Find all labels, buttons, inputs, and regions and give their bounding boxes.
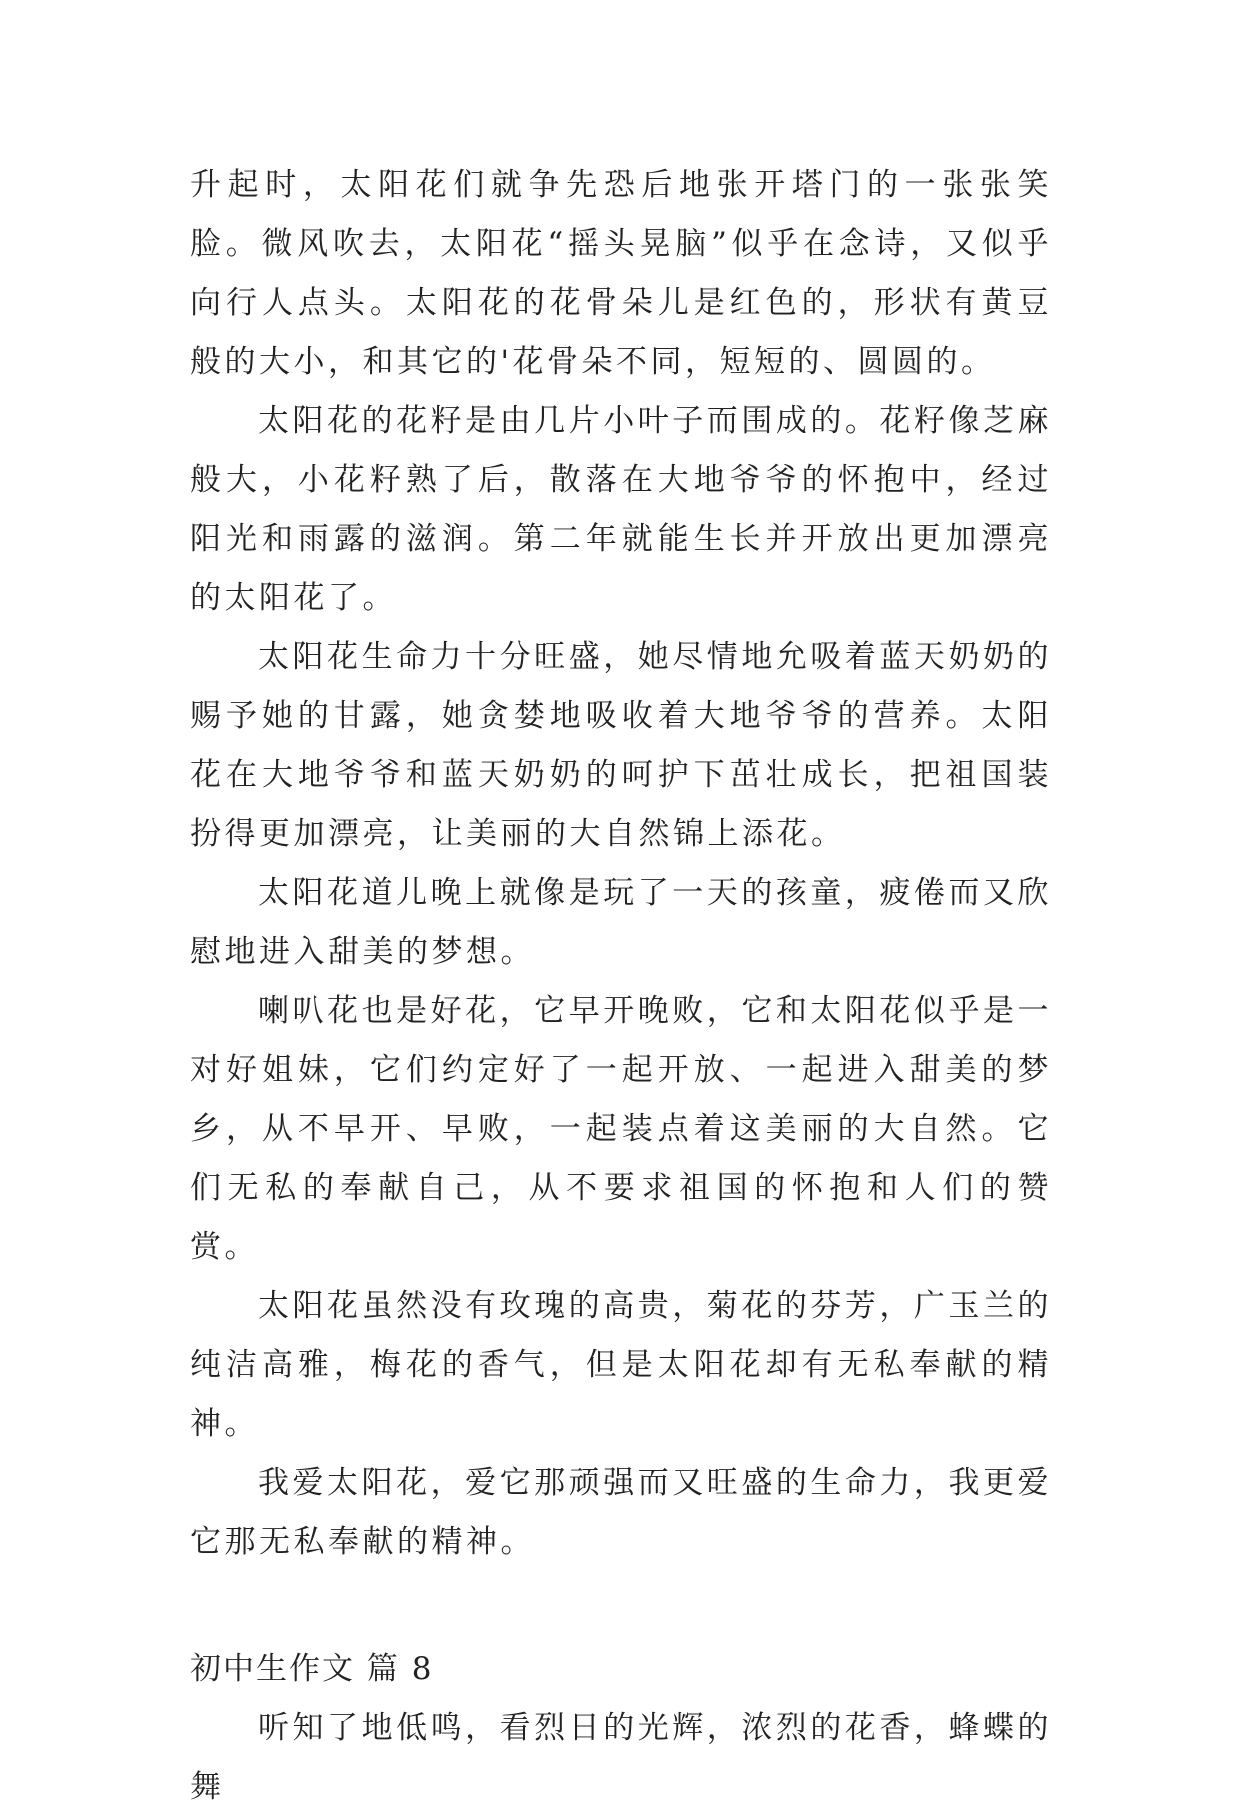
paragraph: 听知了地低鸣，看烈日的光辉，浓烈的花香，蜂蝶的舞 [190, 1710, 1052, 1805]
paragraph: 太阳花道儿晚上就像是玩了一天的孩童，疲倦而又欣慰地进入甜美的梦想。 [190, 875, 1052, 970]
paragraph: 我爱太阳花，爱它那顽强而又旺盛的生命力，我更爱它那无私奉献的精神。 [190, 1465, 1052, 1560]
paragraph: 喇叭花也是好花，它早开晚败，它和太阳花似乎是一对好姐妹，它们约定好了一起开放、一起进入甜美的梦乡，从不早开、早败，一起装点着这美丽的大自然。它们无私的奉献自己，从不要求祖国的怀抱和人们的赞赏。 [190, 993, 1052, 1265]
paragraph: 太阳花生命力十分旺盛，她尽情地允吸着蓝天奶奶的赐予她的甘露，她贪婪地吸收着大地爷爷的营养。太阳花在大地爷爷和蓝天奶奶的呵护下茁壮成长，把祖国装扮得更加漂亮，让美丽的大自然锦上添花。 [190, 639, 1052, 852]
document-body [190, 156, 1052, 1817]
section-heading: 初中生作文 篇 8 [190, 1651, 434, 1687]
paragraph: 升起时，太阳花们就争先恐后地张开塔门的一张张笑脸。微风吹去，太阳花“摇头晃脑”似乎在念诗，又似乎向行人点头。太阳花的花骨朵儿是红色的，形状有黄豆般的大小，和其它的'花骨朵不同，短短的、圆圆的。 [190, 167, 1052, 380]
paragraph: 太阳花虽然没有玫瑰的高贵，菊花的芬芳，广玉兰的纯洁高雅，梅花的香气，但是太阳花却有无私奉献的精神。 [190, 1288, 1052, 1442]
paragraph: 太阳花的花籽是由几片小叶子而围成的。花籽像芝麻般大，小花籽熟了后，散落在大地爷爷的怀抱中，经过阳光和雨露的滋润。第二年就能生长并开放出更加漂亮的太阳花了。 [190, 403, 1052, 616]
